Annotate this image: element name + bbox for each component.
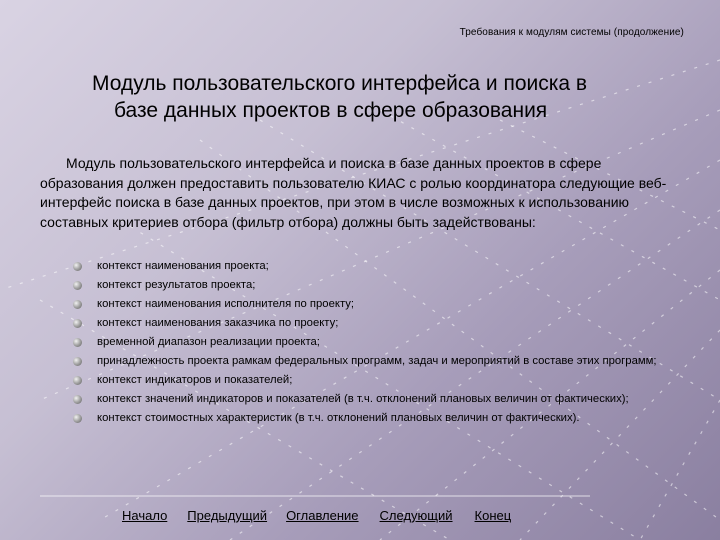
bullet-icon	[73, 338, 82, 347]
bullet-icon	[73, 300, 82, 309]
bullet-icon	[73, 357, 82, 366]
list-item-text: контекст наименования исполнителя по проекту;	[97, 298, 355, 310]
list-item	[73, 335, 683, 350]
nav-next-link[interactable]: Следующий	[379, 508, 453, 523]
bullet-icon	[73, 395, 82, 404]
list-item-text: контекст значений индикаторов и показателей (в т.ч. отклонений плановых величин от фактических);	[97, 393, 629, 405]
nav-end-link[interactable]: Конец	[474, 508, 512, 523]
list-item	[73, 373, 683, 388]
slide-title	[92, 70, 682, 124]
list-item-text: принадлежность проекта рамкам федеральных программ, задач и мероприятий в составе этих программ;	[97, 355, 657, 367]
intro-text: Модуль пользовательского интерфейса и поиска в базе данных проектов в сфере образования должен предоставить пользователю КИАС с ролью координатора следующие веб-интерфейс поиска в базе данных проектов, при этом в числе возможных к использованию составных критериев отбора (фильтр отбора) должны быть задействованы:	[40, 155, 667, 230]
nav-start-link[interactable]: Начало	[122, 508, 168, 523]
slide-title-line2: базе данных проектов в сфере образования	[114, 99, 548, 122]
bullet-icon	[73, 281, 82, 290]
criteria-list	[73, 259, 683, 430]
list-item	[73, 316, 683, 331]
list-item-text: контекст индикаторов и показателей;	[97, 374, 293, 386]
list-item	[73, 259, 683, 274]
list-item-text: временной диапазон реализации проекта;	[97, 336, 320, 348]
bullet-icon	[73, 262, 82, 271]
navigation-bar	[122, 508, 511, 523]
nav-contents-link[interactable]: Оглавление	[286, 508, 359, 523]
bullet-icon	[73, 414, 82, 423]
slide-title-line1: Модуль пользовательского интерфейса и поиска в	[92, 72, 588, 95]
list-item-text: контекст наименования проекта;	[97, 260, 269, 272]
slide-subtitle: Требования к модулям системы (продолжение)	[459, 27, 684, 38]
list-item-text: контекст наименования заказчика по проекту;	[97, 317, 339, 329]
list-item	[73, 278, 683, 293]
list-item	[73, 392, 683, 407]
intro-paragraph	[40, 154, 678, 232]
bullet-icon	[73, 319, 82, 328]
bullet-icon	[73, 376, 82, 385]
list-item	[73, 354, 683, 369]
list-item-text: контекст результатов проекта;	[97, 279, 256, 291]
list-item	[73, 411, 683, 426]
list-item	[73, 297, 683, 312]
list-item-text: контекст стоимостных характеристик (в т.ч. отклонений плановых величин от фактических).	[97, 412, 580, 424]
nav-prev-link[interactable]: Предыдущий	[187, 508, 268, 523]
